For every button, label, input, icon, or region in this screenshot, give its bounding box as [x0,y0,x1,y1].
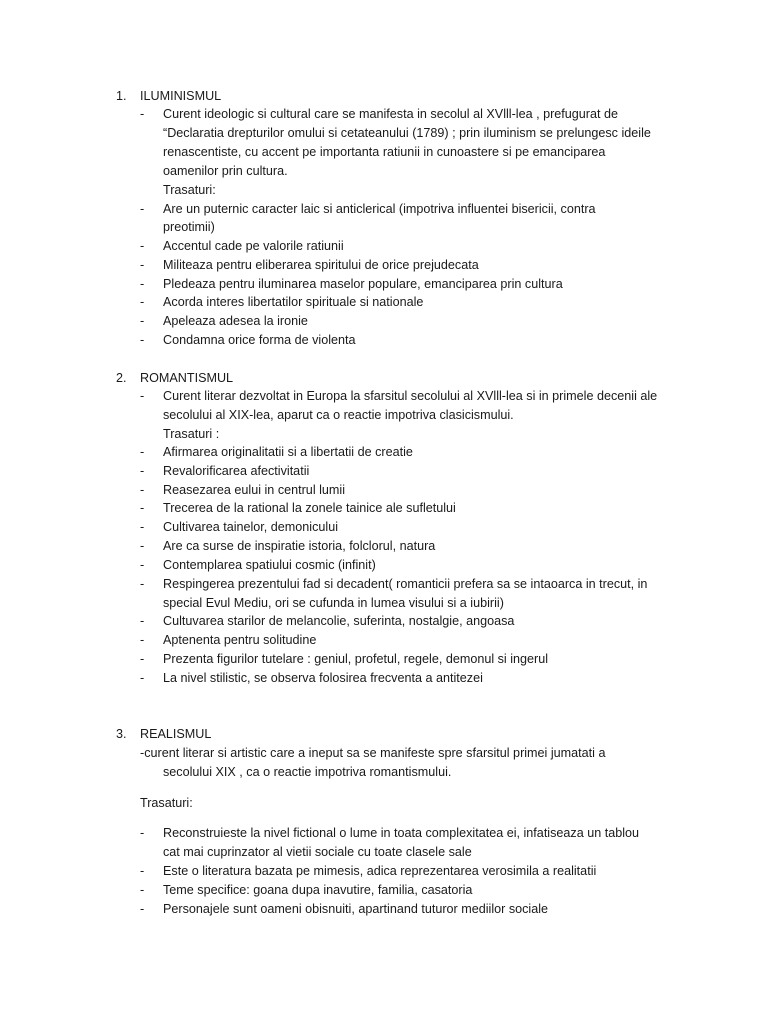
trait-line: Revalorificarea afectivitatii [163,464,310,478]
intro-line: Curent literar dezvoltat in Europa la sfarsitul secolului al XVlll-lea si in primele decenii ale [163,389,658,403]
bullet-dash: - [140,501,145,515]
intro-line: secolului XIX , ca o reactie impotriva romantismului. [163,765,452,779]
bullet-dash: - [140,389,145,403]
bullet-dash: - [140,483,145,497]
bullet-dash: - [140,902,145,916]
intro-line: -curent literar si artistic care a ineput sa se manifeste spre sfarsitul primei jumatati a [140,746,606,760]
bullet-dash: - [140,314,145,328]
trait-line: Apeleaza adesea la ironie [163,314,308,328]
trait-line: Cultivarea tainelor, demonicului [163,520,339,534]
traits-label: Trasaturi: [163,183,216,197]
trait-line: Pledeaza pentru iluminarea maselor populare, emanciparea prin cultura [163,277,563,291]
trait-line: cat mai cuprinzator al vietii sociale cu toate clasele sale [163,845,472,859]
bullet-dash: - [140,239,145,253]
bullet-dash: - [140,614,145,628]
trait-line: preotimii) [163,220,215,234]
trait-line: Are un puternic caracter laic si anticlerical (impotriva influentei bisericii, contra [163,202,596,216]
trait-line: Cultuvarea starilor de melancolie, suferinta, nostalgie, angoasa [163,614,515,628]
intro-line: renascentiste, cu accent pe importanta ratiunii in cunoastere si pe emanciparea [163,145,606,159]
trait-line: Este o literatura bazata pe mimesis, adica reprezentarea verosimila a realitatii [163,864,597,878]
traits-label: Trasaturi : [163,427,220,441]
bullet-dash: - [140,633,145,647]
bullet-dash: - [140,826,145,840]
trait-line: Are ca surse de inspiratie istoria, folclorul, natura [163,539,436,553]
intro-line: secolului al XIX-lea, aparut ca o reactie impotriva clasicismului. [163,408,514,422]
trait-line: special Evul Mediu, ori se cufunda in lumea visului si a iubirii) [163,596,504,610]
section-title: ROMANTISMUL [140,371,234,385]
bullet-dash: - [140,333,145,347]
section-number: 1. [116,89,127,103]
bullet-dash: - [140,558,145,572]
trait-line: Aptenenta pentru solitudine [163,633,317,647]
intro-line: “Declaratia drepturilor omului si cetateanului (1789) ; prin iluminism se prelungesc ideile [163,126,651,140]
bullet-dash: - [140,883,145,897]
bullet-dash: - [140,539,145,553]
intro-line: oamenilor prin cultura. [163,164,288,178]
trait-line: Personajele sunt oameni obisnuiti, apartinand tuturor mediilor sociale [163,902,549,916]
trait-line: Acorda interes libertatilor spirituale si nationale [163,295,424,309]
section-number: 3. [116,727,127,741]
bullet-dash: - [140,652,145,666]
trait-line: Reconstruieste la nivel fictional o lume in toata complexitatea ei, infatiseaza un tablou [163,826,640,840]
section-title: REALISMUL [140,727,212,741]
trait-line: Respingerea prezentului fad si decadent( romanticii prefera sa se intaoarca in trecut, in [163,577,648,591]
bullet-dash: - [140,577,145,591]
trait-line: Prezenta figurilor tutelare : geniul, profetul, regele, demonul si ingerul [163,652,549,666]
section-title: ILUMINISMUL [140,89,222,103]
trait-line: Afirmarea originalitatii si a libertatii de creatie [163,445,413,459]
trait-line: Contemplarea spatiului cosmic (infinit) [163,558,376,572]
bullet-dash: - [140,520,145,534]
trait-line: Teme specifice: goana dupa inavutire, familia, casatoria [163,883,473,897]
trait-line: Condamna orice forma de violenta [163,333,356,347]
bullet-dash: - [140,445,145,459]
trait-line: Militeaza pentru eliberarea spiritului de orice prejudecata [163,258,479,272]
bullet-dash: - [140,277,145,291]
bullet-dash: - [140,202,145,216]
trait-line: La nivel stilistic, se observa folosirea frecventa a antitezei [163,671,483,685]
trait-line: Accentul cade pe valorile ratiunii [163,239,344,253]
section-number: 2. [116,371,127,385]
traits-label: Trasaturi: [140,796,193,810]
bullet-dash: - [140,258,145,272]
bullet-dash: - [140,295,145,309]
bullet-dash: - [140,464,145,478]
bullet-dash: - [140,864,145,878]
intro-line: Curent ideologic si cultural care se manifesta in secolul al XVlll-lea , prefugurat de [163,107,619,121]
bullet-dash: - [140,107,145,121]
trait-line: Trecerea de la rational la zonele tainice ale sufletului [163,501,456,515]
bullet-dash: - [140,671,145,685]
trait-line: Reasezarea eului in centrul lumii [163,483,346,497]
